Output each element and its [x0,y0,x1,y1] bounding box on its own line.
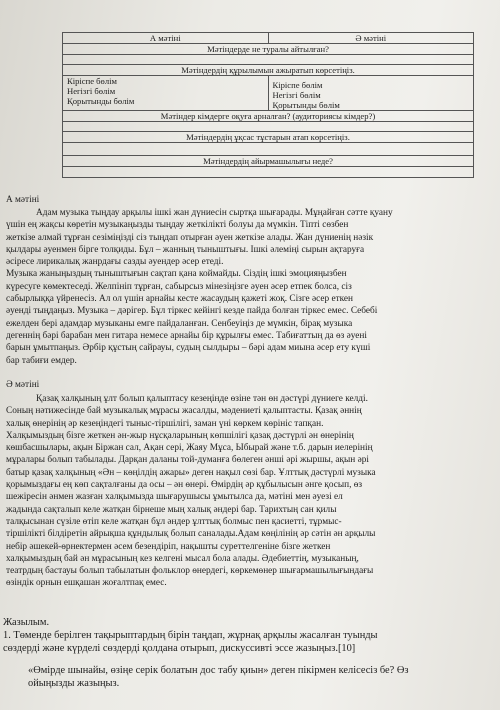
table-header [62,32,474,44]
text-b-line: көшбасшылары, ақын Біржан сал, Ақан сері, Жаяу Мұса, Ыбырай және т.б. дарын иелерінің [6,443,373,454]
essay-prompt-line: «Өмірде шынайы, өзіңе серік болатын дос табу қиын» деген пікірмен келісесіз бе? Өз [28,665,409,676]
text-b-line: халық өнерінің әр кезеңіндегі тыныс-тіршілігі, заман үні көркем көрініс тапқан. [6,418,324,429]
text-b-line: мұралары болып табылады. Дарқан даланы той-думанға бөлеген әнші әрі жыршы, ақын әрі [6,455,369,466]
col-b-header: Ә мәтіні [268,33,474,43]
text-b-line: батыр қазақ халқының «Ән – көңілдің ажары» деген нақыл сөзі бар. Ұлттық дәстүрлі музыка [6,467,376,478]
text-a-line: ежелден бері адамдар музыканы емге пайдаланған. Сенбеуіңіз де мүмкін, бірақ музыка [6,318,353,329]
text-b-body [6,393,492,590]
structure-col-a [63,76,268,110]
structure-b-main: Негізгі бөлім [272,90,321,100]
essay-prompt-line: ойыңызды жазыңыз. [28,678,120,689]
text-a-line: сабырлыққа үйренесіз. Ал ол үшін арнайы кесте жасаудың қажеті жоқ. Сізге әсер еткен [6,294,354,305]
table-row-difference: Мәтіндердің айырмашылығы неде? [62,155,474,167]
structure-b-conclusion: Қорытынды бөлім [272,100,340,110]
text-a-line: Адам музыка тыңдау арқылы ішкі жан дүниесін сыртқа шығарады. Мұңайған сәтте қуану [36,208,393,218]
table-gap [62,122,474,131]
col-a-header: А мәтіні [149,33,181,43]
text-a-line: әсіресе лирикалық жанрдағы сазды әуендер әсер етеді. [6,257,224,268]
text-b-line: Соның нәтижесінде бай музыкалық мұрасы жасалды, мәдениеті қалыптасты. Қазақ әннің [6,406,362,417]
writing-task-line: 1. Төменде берілген тақырыптардың бірін таңдап, жұрнақ арқылы жасалған туынды [3,630,378,641]
text-a-body [6,207,492,367]
text-b-line: шежіресін әнмен жазған халқымызда шығарушысы ұмытылса да, мәтіні мен әуезі ел [6,492,343,503]
table-gap [62,167,474,178]
text-a-line: дегеннің бәрі барабан мен гитара немесе арнайы бір құрылғы емес. Табиғаттың да өз әуені [6,330,367,341]
structure-col-b [268,76,474,110]
table-structure-split [62,76,474,111]
writing-task [3,616,493,655]
writing-task-heading: Жазылым. [3,617,50,628]
structure-a-intro: Кіріспе бөлім [67,76,117,86]
text-a-line: бар табиғи емдер. [6,355,77,366]
structure-a-conclusion: Қорытынды бөлім [67,96,135,106]
text-a-line: әуенді тыңдаңыз. Музыка – дәрігер. Бұл тіркес кейінгі кезде пайда болған тіркес емес. Себебі [6,306,378,317]
table-gap [62,143,474,155]
text-a-line: қылдары әуенмен бірге толқиды. Бұл – жанның тыныштығы. Ішкі әлеміңі сырын ақтаруға [6,244,365,255]
table-gap [62,55,474,64]
text-a-line: барын ұмытпаңыз. Әрбір құстың сайрауы, судың сылдыры – бәрі адам миына әсер ету күші [6,343,371,354]
text-b-line: қорымыздағы ең көп сақталғаны да осы – ән өнері. Өмірдің әр құбылысын әнге қосып, өз [6,480,363,491]
text-a-line: үшін ең жақсы көретін музыкаңызды тыңдау жеткілікті болуы да мүмкін. Тіпті сөзбен [6,220,349,231]
text-b-line: театрдың бастауы болып табылатын фольклор өнердегі, көркемөнер шығармашылығындағы [6,566,374,577]
text-b-line: тіршілікті білдіретін айрықша құндылық болып саналады.Адам көңілінің әр сәтін ән арқылы [6,529,376,540]
table-row-structure: Мәтіндердің құрылымын ажыратып көрсетіңіз. [62,64,474,76]
table-row-audience: Мәтіндер кімдерге оқуға арналған? (аудиториясы кімдер?) [62,111,474,122]
text-b-line: талқысынан сүзіле өтіп келе жатқан бұл әндер ұлттық болмыс пен қасиетті, тұрмыс- [6,516,342,527]
text-b-line: өзіндік орнын ешқашан жоғалтпақ емес. [6,578,167,589]
text-b-line: халқымыздың бай ән мұрасының кез келгені мысал бола алады. Әдебиеттің, музыканың, [6,553,359,564]
table-row-topic: Мәтіндерде не туралы айтылған? [62,44,474,55]
text-b-heading: Ә мәтіні [6,380,40,390]
essay-prompt [28,664,494,690]
text-b-line: Қазақ халқының ұлт болып қалыптасу кезеңінде өзіне тән өн дәстүрі дүниеге келді. [36,394,368,404]
text-a-line: жеткізе алмай тұрған сезіміңізді сіз тыңдап отырған әуен жеткізе алады. Жан дүниенің нәзік [6,232,374,243]
structure-a-main: Негізгі бөлім [67,86,116,96]
table-row-similar: Мәтіндердің ұқсас тұстарын атап көрсетіңіз. [62,131,474,143]
structure-b-intro: Кіріспе бөлім [272,80,323,90]
text-b-line: Халқымыздың бізге жеткен ән-жыр нұсқаларының көпшілігі қазақ дәстүрлі ән өнерінің [6,430,354,441]
writing-task-line: сөздерді және күрделі сөздерді қолдана отырып, дискуссивті эссе жазыңыз.[10] [3,643,356,654]
text-a-line: күресуге көмектеседі. Желпініп тұрған, сабырсыз мінезіңізге әуен әсер етпек болса, сіз [6,281,352,292]
text-b-line: жадында сақталып келе жатқан бірнеше мың халық әндері бар. Тарихтың сан қилы [6,504,337,515]
text-a-heading: А мәтіні [6,195,40,205]
comparison-table [62,32,474,178]
text-b-line: небір әшекей-өрнектермен әсем безендіріп, нақышты суреттелгеніне бізге жеткен [6,541,331,552]
text-a-line: Музыка жаныңыздың тыныштығын сақтап қана коймайды. Сіздің ішкі эмоцияңызбен [6,269,347,280]
